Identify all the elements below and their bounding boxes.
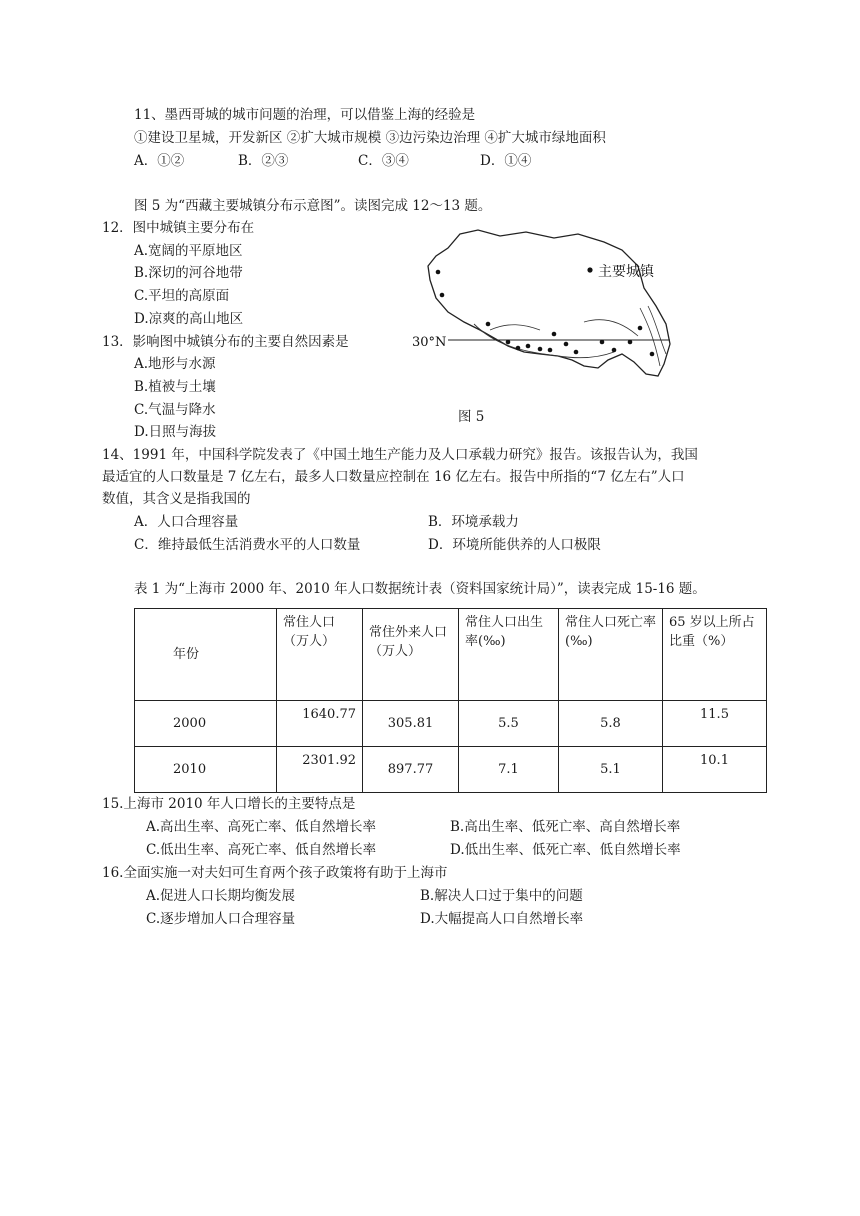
table-row (135, 747, 767, 793)
q11-option-a: A．①② (134, 153, 185, 169)
cell-migrant-pop: 305.81 (363, 701, 459, 747)
cell-birth-rate: 5.5 (459, 701, 559, 747)
cell-year: 2010 (135, 747, 277, 793)
legend-dot (587, 267, 592, 272)
cell-over65-share: 11.5 (663, 701, 767, 747)
town-dot (548, 348, 553, 353)
town-dot (574, 350, 579, 355)
header-resident-pop: 常住人口（万人） (277, 609, 363, 701)
town-dot (486, 322, 491, 327)
q14-option-a: A．人口合理容量 (134, 514, 239, 530)
town-dot (600, 340, 605, 345)
river-trib-4 (648, 306, 666, 354)
q15-option-b: B.高出生率、低死亡率、高自然增长率 (450, 819, 681, 835)
q12-option-d: D.凉爽的高山地区 (134, 311, 244, 327)
tibet-outline (428, 230, 670, 376)
river-trib-3 (640, 308, 660, 366)
town-dot (538, 347, 543, 352)
river-main (474, 324, 614, 358)
map-caption: 图 5 (458, 409, 485, 425)
q11-stem: 11、墨西哥城的城市问题的治理，可以借鉴上海的经验是 (134, 107, 476, 123)
town-dot (638, 326, 643, 331)
q11-option-d: D．①④ (480, 153, 532, 169)
q14-option-d: D．环境所能供养的人口极限 (428, 537, 601, 553)
town-dot (440, 293, 445, 298)
q15-option-a: A.高出生率、高死亡率、低自然增长率 (146, 819, 377, 835)
header-year: 年份 (135, 609, 277, 701)
q13-stem: 13．影响图中城镇分布的主要自然因素是 (102, 334, 349, 350)
q14-stem-line-1: 14、1991 年，中国科学院发表了《中国土地生产能力及人口承载力研究》报告。该报告认为，我国 (102, 447, 698, 463)
q13-option-d: D.日照与海拔 (134, 424, 217, 440)
cell-resident-pop: 2301.92 (277, 747, 363, 793)
town-dot (650, 352, 655, 357)
q14-option-c: C．维持最低生活消费水平的人口数量 (134, 537, 361, 553)
q12-stem: 12．图中城镇主要分布在 (102, 220, 255, 236)
q16-option-b: B.解决人口过于集中的问题 (420, 888, 583, 904)
header-over65-share: 65 岁以上所占比重（%） (663, 609, 767, 701)
q13-option-b: B.植被与土壤 (134, 379, 216, 395)
town-dot (436, 270, 441, 275)
q12-option-c: C.平坦的高原面 (134, 288, 230, 304)
table-intro: 表 1 为“上海市 2000 年、2010 年人口数据统计表（资料国家统计局）”，读表完成 15-16 题。 (134, 581, 706, 597)
q16-stem: 16.全面实施一对夫妇可生育两个孩子政策将有助于上海市 (102, 865, 448, 881)
q12-option-b: B.深切的河谷地带 (134, 265, 243, 281)
cell-year: 2000 (135, 701, 277, 747)
town-dot (612, 348, 617, 353)
town-dot (516, 346, 521, 351)
cell-death-rate: 5.8 (559, 701, 663, 747)
cell-migrant-pop: 897.77 (363, 747, 459, 793)
q13-option-c: C.气温与降水 (134, 402, 216, 418)
q15-option-c: C.低出生率、高死亡率、低自然增长率 (146, 842, 377, 858)
header-birth-rate: 常住人口出生率(‰) (459, 609, 559, 701)
q14-option-b: B．环境承载力 (428, 514, 519, 530)
table-row (135, 701, 767, 747)
tibet-town-map (408, 226, 688, 398)
q15-stem: 15.上海市 2010 年人口增长的主要特点是 (102, 796, 356, 812)
town-dot (526, 344, 531, 349)
town-dot (628, 340, 633, 345)
q16-option-a: A.促进人口长期均衡发展 (146, 888, 296, 904)
q11-option-c: C．③④ (358, 153, 409, 169)
header-death-rate: 常住人口死亡率(‰) (559, 609, 663, 701)
population-table (134, 608, 767, 793)
cell-death-rate: 5.1 (559, 747, 663, 793)
town-dots (436, 267, 655, 356)
q11-items: ①建设卫星城，开发新区 ②扩大城市规模 ③边污染边治理 ④扩大城市绿地面积 (134, 130, 606, 146)
q14-stem-line-3: 数值，其含义是指我国的 (102, 491, 251, 507)
q16-option-c: C.逐步增加人口合理容量 (146, 911, 296, 927)
map-latitude-label: 30°N (412, 335, 447, 350)
town-dot (506, 340, 511, 345)
q12-option-a: A.宽阔的平原地区 (134, 243, 243, 259)
river-trib-1 (490, 325, 540, 330)
cell-over65-share: 10.1 (663, 747, 767, 793)
town-dot (552, 332, 557, 337)
q16-option-d: D.大幅提高人口自然增长率 (420, 911, 584, 927)
q14-stem-line-2: 最适宜的人口数量是 7 亿左右，最多人口数量应控制在 16 亿左右。报告中所指的“7 亿左右”人口 (102, 469, 685, 485)
q15-option-d: D.低出生率、低死亡率、低自然增长率 (450, 842, 681, 858)
map-legend-label: 主要城镇 (598, 264, 654, 280)
cell-resident-pop: 1640.77 (277, 701, 363, 747)
fig5-intro: 图 5 为“西藏主要城镇分布示意图”。读图完成 12～13 题。 (134, 198, 492, 214)
river-trib-2 (584, 320, 638, 336)
table-header-row (135, 609, 767, 701)
q11-option-b: B．②③ (238, 153, 289, 169)
header-migrant-pop: 常住外来人口（万人） (363, 609, 459, 701)
q13-option-a: A.地形与水源 (134, 356, 216, 372)
cell-birth-rate: 7.1 (459, 747, 559, 793)
town-dot (564, 342, 569, 347)
